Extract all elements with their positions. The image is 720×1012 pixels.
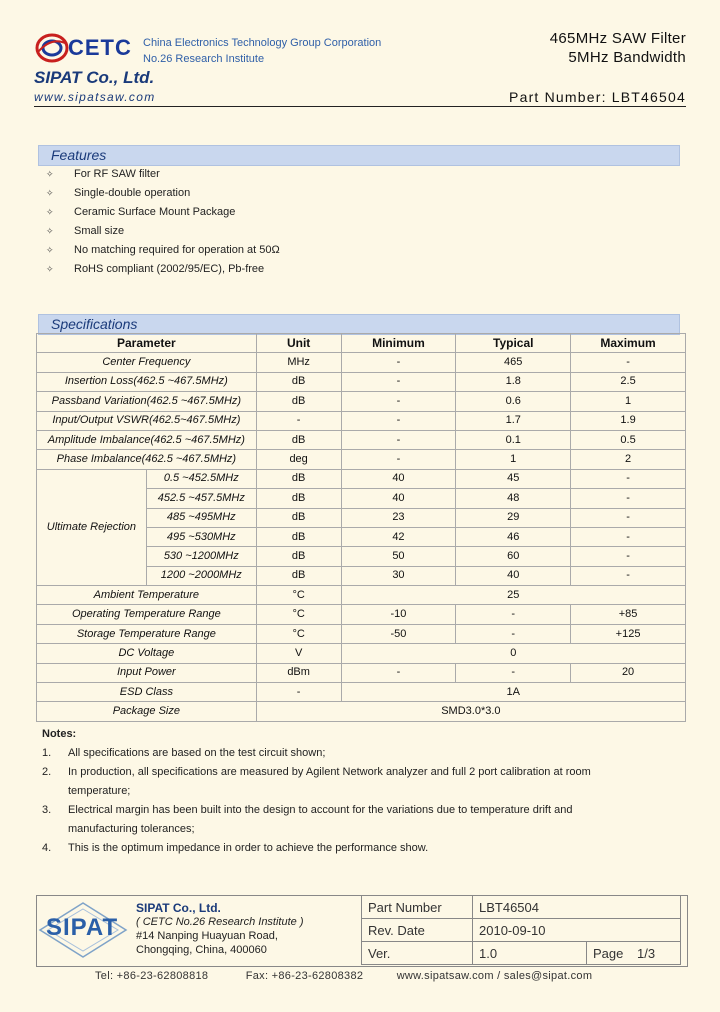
param-cell: DC Voltage bbox=[37, 644, 257, 663]
feature-bullet-icon: ✧ bbox=[46, 226, 54, 236]
unit-cell: dB bbox=[256, 392, 341, 411]
min-cell: 30 bbox=[341, 566, 456, 585]
unit-cell: dB bbox=[256, 489, 341, 508]
notes-title: Notes: bbox=[42, 728, 77, 740]
rejection-label: Ultimate Rejection bbox=[37, 469, 147, 585]
freq-cell: 0.5 ~452.5MHz bbox=[146, 469, 256, 488]
max-cell: 2.5 bbox=[571, 372, 686, 391]
header-minimum: Minimum bbox=[341, 334, 456, 353]
typ-cell: 0.1 bbox=[456, 430, 571, 449]
table-row bbox=[37, 586, 686, 605]
min-cell: - bbox=[341, 392, 456, 411]
feature-bullet-icon: ✧ bbox=[46, 207, 54, 217]
cetc-logo bbox=[34, 30, 134, 66]
cetc-logo-text: CETC bbox=[68, 35, 132, 60]
fax: Fax: +86-23-62808382 bbox=[245, 970, 364, 982]
note-text: temperature; bbox=[68, 785, 131, 797]
min-cell: 23 bbox=[341, 508, 456, 527]
header-divider bbox=[34, 106, 686, 107]
footer-address-1: #14 Nanping Huayuan Road, bbox=[136, 930, 278, 942]
max-cell: - bbox=[571, 527, 686, 546]
table-row bbox=[37, 450, 686, 469]
note-line bbox=[42, 782, 682, 801]
unit-cell: dB bbox=[256, 508, 341, 527]
typ-cell: 40 bbox=[456, 566, 571, 585]
table-row bbox=[37, 663, 686, 682]
feature-item bbox=[46, 187, 190, 199]
web-email-link[interactable]: www.sipatsaw.com / sales@sipat.com bbox=[396, 970, 593, 982]
param-cell: ESD Class bbox=[37, 683, 257, 702]
param-cell: Center Frequency bbox=[37, 353, 257, 372]
feature-bullet-icon: ✧ bbox=[46, 264, 54, 274]
unit-cell: dBm bbox=[256, 663, 341, 682]
footer-company-name: SIPAT Co., Ltd. bbox=[136, 901, 221, 915]
value-cell: 0 bbox=[341, 644, 685, 663]
freq-cell: 495 ~530MHz bbox=[146, 527, 256, 546]
min-cell: 40 bbox=[341, 469, 456, 488]
min-cell: - bbox=[341, 430, 456, 449]
spec-table bbox=[36, 333, 686, 722]
param-cell: Phase Imbalance(462.5 ~467.5MHz) bbox=[37, 450, 257, 469]
min-cell: 50 bbox=[341, 547, 456, 566]
min-cell: - bbox=[341, 450, 456, 469]
feature-text: For RF SAW filter bbox=[74, 168, 160, 180]
typ-cell: - bbox=[456, 605, 571, 624]
ver-value: 1.0 bbox=[473, 942, 587, 965]
header-parameter: Parameter bbox=[37, 334, 257, 353]
max-cell: +85 bbox=[571, 605, 686, 624]
pn-label: Part Number bbox=[362, 896, 473, 919]
max-cell: - bbox=[571, 353, 686, 372]
note-text: In production, all specifications are measured by Agilent Network analyzer and full 2 port calibration at room bbox=[68, 766, 591, 778]
param-cell: Operating Temperature Range bbox=[37, 605, 257, 624]
unit-cell: V bbox=[256, 644, 341, 663]
footer-meta-table bbox=[361, 895, 681, 965]
feature-item bbox=[46, 168, 160, 180]
feature-item bbox=[46, 263, 264, 275]
unit-cell: dB bbox=[256, 527, 341, 546]
max-cell: - bbox=[571, 489, 686, 508]
company-line-1: China Electronics Technology Group Corporation bbox=[143, 37, 382, 49]
note-line bbox=[42, 763, 682, 782]
feature-bullet-icon: ✧ bbox=[46, 188, 54, 198]
table-row bbox=[37, 644, 686, 663]
unit-cell: dB bbox=[256, 566, 341, 585]
typ-cell: 465 bbox=[456, 353, 571, 372]
pn-value: LBT46504 bbox=[473, 896, 681, 919]
feature-text: Single-double operation bbox=[74, 187, 191, 199]
page-cell bbox=[587, 942, 681, 965]
unit-cell: deg bbox=[256, 450, 341, 469]
note-number: 3. bbox=[42, 804, 52, 816]
max-cell: - bbox=[571, 547, 686, 566]
feature-item bbox=[46, 225, 124, 237]
value-cell: SMD3.0*3.0 bbox=[256, 702, 685, 721]
param-cell: Input/Output VSWR(462.5~467.5MHz) bbox=[37, 411, 257, 430]
footer-institute: ( CETC No.26 Research Institute ) bbox=[136, 916, 304, 928]
min-cell: 40 bbox=[341, 489, 456, 508]
max-cell: 2 bbox=[571, 450, 686, 469]
typ-cell: 48 bbox=[456, 489, 571, 508]
note-number: 2. bbox=[42, 766, 52, 778]
max-cell: 1 bbox=[571, 392, 686, 411]
page-value: 1/3 bbox=[637, 945, 656, 961]
freq-cell: 485 ~495MHz bbox=[146, 508, 256, 527]
table-row bbox=[37, 469, 686, 488]
company-line-2: No.26 Research Institute bbox=[143, 53, 265, 65]
note-line bbox=[42, 820, 682, 839]
unit-cell: - bbox=[256, 411, 341, 430]
min-cell: - bbox=[341, 663, 456, 682]
product-line-2: 5MHz Bandwidth bbox=[568, 49, 686, 66]
param-cell: Passband Variation(462.5 ~467.5MHz) bbox=[37, 392, 257, 411]
note-text: Electrical margin has been built into the design to account for the variations due to temperature drift and bbox=[68, 804, 573, 816]
table-row bbox=[37, 605, 686, 624]
feature-item bbox=[46, 244, 280, 256]
value-cell: 1A bbox=[341, 683, 685, 702]
specifications-title: Specifications bbox=[51, 316, 138, 332]
feature-text: Small size bbox=[74, 225, 125, 237]
value-cell: 25 bbox=[341, 586, 685, 605]
typ-cell: 46 bbox=[456, 527, 571, 546]
param-cell: Package Size bbox=[37, 702, 257, 721]
min-cell: - bbox=[341, 411, 456, 430]
note-line bbox=[42, 839, 682, 858]
max-cell: +125 bbox=[571, 624, 686, 643]
features-title: Features bbox=[51, 147, 107, 163]
header-typical: Typical bbox=[456, 334, 571, 353]
note-text: This is the optimum impedance in order to achieve the performance show. bbox=[68, 842, 429, 854]
note-line bbox=[42, 801, 682, 820]
product-title bbox=[550, 29, 686, 67]
min-cell: - bbox=[341, 353, 456, 372]
table-row bbox=[37, 372, 686, 391]
note-number: 1. bbox=[42, 747, 52, 759]
max-cell: 1.9 bbox=[571, 411, 686, 430]
typ-cell: 45 bbox=[456, 469, 571, 488]
unit-cell: dB bbox=[256, 430, 341, 449]
max-cell: - bbox=[571, 508, 686, 527]
company-info bbox=[143, 35, 381, 67]
unit-cell: dB bbox=[256, 372, 341, 391]
features-bar bbox=[38, 145, 680, 166]
feature-item bbox=[46, 206, 235, 218]
feature-bullet-icon: ✧ bbox=[46, 245, 54, 255]
typ-cell: 1.7 bbox=[456, 411, 571, 430]
freq-cell: 1200 ~2000MHz bbox=[146, 566, 256, 585]
feature-bullet-icon: ✧ bbox=[46, 169, 54, 179]
typ-cell: 60 bbox=[456, 547, 571, 566]
unit-cell: °C bbox=[256, 586, 341, 605]
max-cell: 20 bbox=[571, 663, 686, 682]
note-line bbox=[42, 744, 682, 763]
footer-company bbox=[36, 895, 361, 965]
param-cell: Input Power bbox=[37, 663, 257, 682]
unit-cell: °C bbox=[256, 624, 341, 643]
product-line-1: 465MHz SAW Filter bbox=[549, 30, 686, 47]
sipat-url-link[interactable]: www.sipatsaw.com bbox=[34, 90, 156, 104]
header-unit: Unit bbox=[256, 334, 341, 353]
note-number: 4. bbox=[42, 842, 52, 854]
note-text: All specifications are based on the test circuit shown; bbox=[68, 747, 326, 759]
max-cell: 0.5 bbox=[571, 430, 686, 449]
param-cell: Storage Temperature Range bbox=[37, 624, 257, 643]
table-row bbox=[37, 392, 686, 411]
sipat-logo-text: SIPAT bbox=[46, 914, 119, 941]
unit-cell: dB bbox=[256, 547, 341, 566]
unit-cell: dB bbox=[256, 469, 341, 488]
table-row bbox=[37, 683, 686, 702]
part-number: Part Number: LBT46504 bbox=[509, 89, 686, 105]
feature-text: Ceramic Surface Mount Package bbox=[74, 206, 236, 218]
typ-cell: 29 bbox=[456, 508, 571, 527]
feature-text: No matching required for operation at 50Ω bbox=[74, 244, 280, 256]
tel: Tel: +86-23-62808818 bbox=[95, 970, 209, 982]
specifications-bar bbox=[38, 314, 680, 335]
min-cell: 42 bbox=[341, 527, 456, 546]
unit-cell: MHz bbox=[256, 353, 341, 372]
min-cell: - bbox=[341, 372, 456, 391]
typ-cell: 1 bbox=[456, 450, 571, 469]
notes bbox=[42, 725, 682, 858]
rev-label: Rev. Date bbox=[362, 919, 473, 942]
note-text: manufacturing tolerances; bbox=[68, 823, 195, 835]
unit-cell: - bbox=[256, 683, 341, 702]
table-row bbox=[37, 702, 686, 721]
min-cell: -10 bbox=[341, 605, 456, 624]
ver-label: Ver. bbox=[362, 942, 473, 965]
param-cell: Ambient Temperature bbox=[37, 586, 257, 605]
typ-cell: 1.8 bbox=[456, 372, 571, 391]
contacts bbox=[95, 970, 592, 982]
sipat-name: SIPAT Co., Ltd. bbox=[34, 68, 155, 87]
table-row bbox=[37, 430, 686, 449]
table-row bbox=[37, 353, 686, 372]
typ-cell: 0.6 bbox=[456, 392, 571, 411]
freq-cell: 452.5 ~457.5MHz bbox=[146, 489, 256, 508]
min-cell: -50 bbox=[341, 624, 456, 643]
page-label: Page bbox=[593, 945, 624, 961]
typ-cell: - bbox=[456, 663, 571, 682]
max-cell: - bbox=[571, 469, 686, 488]
header-maximum: Maximum bbox=[571, 334, 686, 353]
spec-header-row bbox=[37, 334, 686, 353]
footer-address-2: Chongqing, China, 400060 bbox=[136, 944, 267, 956]
freq-cell: 530 ~1200MHz bbox=[146, 547, 256, 566]
param-cell: Amplitude Imbalance(462.5 ~467.5MHz) bbox=[37, 430, 257, 449]
table-row bbox=[37, 624, 686, 643]
table-row bbox=[37, 411, 686, 430]
typ-cell: - bbox=[456, 624, 571, 643]
param-cell: Insertion Loss(462.5 ~467.5MHz) bbox=[37, 372, 257, 391]
unit-cell: °C bbox=[256, 605, 341, 624]
max-cell: - bbox=[571, 566, 686, 585]
rev-value: 2010-09-10 bbox=[473, 919, 681, 942]
feature-text: RoHS compliant (2002/95/EC), Pb-free bbox=[74, 263, 265, 275]
